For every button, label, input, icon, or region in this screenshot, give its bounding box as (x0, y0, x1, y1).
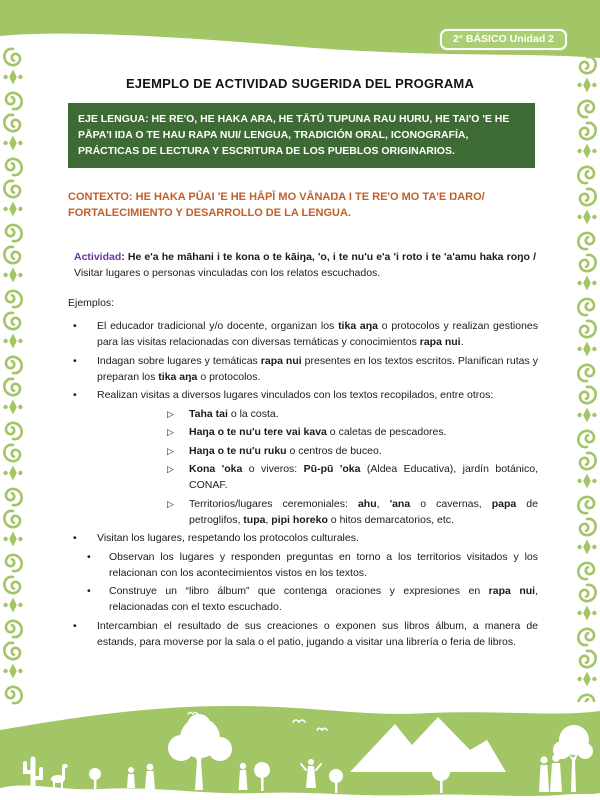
text-run: Actividad (74, 251, 122, 263)
list-item-text (189, 443, 538, 459)
list-item-text (97, 618, 538, 650)
text-run: pipi horeko (271, 513, 328, 526)
text-run: Taha tai (189, 407, 228, 420)
list-item (82, 549, 538, 581)
text-run: Haŋa o te nu'u ruku (189, 444, 287, 457)
list-item (167, 496, 538, 528)
list-item (167, 406, 538, 422)
text-run: Pū-pū 'oka (303, 463, 361, 475)
list-item-text (189, 406, 538, 422)
list-item-text (97, 353, 538, 385)
text-run: Kona 'oka (189, 463, 243, 475)
text-run: o la costa. (227, 407, 279, 420)
text-run: , (376, 497, 390, 510)
eje-lengua-box (68, 103, 535, 168)
footer-illustration (0, 700, 600, 800)
list-item (167, 461, 538, 493)
unit-badge (440, 29, 567, 50)
text-run: Observan los lugares y responden preguntas en torno a los territorios visitados y los relacionan con los acontecimientos vistos en los textos. (109, 550, 538, 579)
dot-bullet-icon: • (73, 354, 77, 367)
text-run: rapa nui (419, 336, 461, 348)
arrow-bullet-icon: ▷ (167, 464, 174, 474)
arrow-bullet-icon: ▷ (167, 445, 174, 456)
text-run: . (460, 336, 464, 348)
text-run: ahu (357, 497, 377, 510)
unit-badge-label: 2° BÁSICO Unidad 2 (452, 33, 554, 45)
arrow-bullet-icon: ▷ (167, 498, 174, 509)
list-item-text (189, 461, 538, 493)
text-run: papa (491, 497, 517, 510)
text-run: o viveros: (242, 463, 304, 475)
eje-lengua-text: EJE LENGUA: HE RE'O, HE HAKA ARA, HE TĀTŪ TUPUNA RAU HURU, HE TAI'O 'E HE PĀPA'I IŊA O TE HAU RAPA NUI/ LENGUA, TRADICIÓN ORAL, ICONOGRAFÍA, PRÁCTICAS DE LECTURA Y ESCRITURA DE LOS PUEBLOS ORIGINARIOS. (78, 113, 510, 157)
text-run: Visitar lugares o personas vinculadas con los relatos escuchados. (74, 267, 381, 279)
list-item-text (97, 387, 538, 403)
text-run: Realizan visitas a diversos lugares vinculados con los textos recopilados, entre otros: (97, 389, 494, 401)
list-item (68, 387, 538, 403)
arrow-bullet-icon: ▷ (167, 408, 174, 419)
contexto-paragraph: CONTEXTO: HE HAKA PŪAI 'E HE HĀPĪ MO VĀNAŊA I TE RE'O MO TA'E ŊARO/ FORTALECIMIENTO Y DESARROLLO DE LA LENGUA. (68, 191, 485, 219)
list-item-text (97, 318, 538, 350)
text-run: rapa nui (488, 585, 536, 597)
text-run: tika aŋa (158, 370, 198, 383)
text-run: , (265, 513, 272, 526)
list-item (68, 318, 538, 350)
left-border-ornament (2, 46, 24, 706)
text-run: Indagan sobre lugares y temáticas (97, 354, 261, 367)
text-run: de petroglifos, (189, 497, 538, 526)
text-run: : (121, 251, 128, 263)
examples-list (68, 318, 538, 652)
list-item (68, 618, 538, 650)
text-run: (Aldea Educativa), jardín botánico, CONAF. (189, 463, 538, 491)
arrow-bullet-icon: ▷ (167, 427, 174, 437)
list-item (167, 424, 538, 440)
list-item-text (109, 549, 538, 581)
list-item (68, 353, 538, 385)
list-item (68, 530, 538, 546)
text-run: o protocolos. (197, 370, 261, 383)
text-run: o protocolos y realizan gestiones para las visitas relacionadas con diversas temáticas y conocimientos (97, 320, 538, 348)
list-item-text (189, 496, 538, 528)
text-run: Haŋa o te nu'u tere vai kava (189, 426, 327, 438)
text-run: rapa nui (260, 354, 302, 367)
dot-bullet-icon: • (73, 619, 77, 632)
dot-bullet-icon: • (87, 550, 91, 563)
text-run: tika aŋa (338, 320, 378, 332)
list-item (82, 583, 538, 615)
list-item-text (109, 583, 538, 615)
dot-bullet-icon: • (73, 532, 77, 544)
text-run: , relacionadas con el texto escuchado. (109, 585, 539, 613)
text-run: Construye un “libro álbum” que contenga oraciones y expresiones en (109, 585, 489, 597)
text-run: Territorios/lugares ceremoniales: (189, 497, 358, 510)
text-run: o centros de buceo. (286, 444, 382, 457)
list-item-text (189, 424, 538, 440)
text-run: He e'a he māhani i te kona o te kāiŋa, 'o, i te nu'u e'a 'i roto i te 'a'amu haka roŋo / (127, 251, 536, 263)
text-run: tupa (243, 513, 266, 526)
text-run: o cavernas, (410, 497, 492, 510)
text-run: o hitos demarcatorios, etc. (327, 513, 454, 526)
text-run: 'ana (389, 497, 411, 510)
actividad-paragraph (74, 249, 536, 281)
ejemplos-label: Ejemplos: (68, 297, 115, 309)
text-run: o caletas de pescadores. (326, 426, 447, 438)
page-title: EJEMPLO DE ACTIVIDAD SUGERIDA DEL PROGRAMA (125, 76, 475, 91)
dot-bullet-icon: • (87, 585, 91, 597)
text-run: presentes en los textos escritos. Planifican rutas y preparan los (97, 354, 539, 383)
list-item-text (97, 530, 538, 546)
dot-bullet-icon: • (73, 320, 77, 332)
dot-bullet-icon: • (73, 389, 77, 401)
right-border-ornament (576, 54, 598, 702)
list-item (167, 443, 538, 459)
text-run: Visitan los lugares, respetando los protocolos culturales. (97, 532, 359, 544)
text-run: El educador tradicional y/o docente, organizan los (97, 320, 339, 332)
text-run: Intercambian el resultado de sus creaciones o exponen sus libros álbum, a manera de estands, para moverse por la sala o el patio, jugando a visitar una librería o feria de libros. (97, 619, 538, 648)
